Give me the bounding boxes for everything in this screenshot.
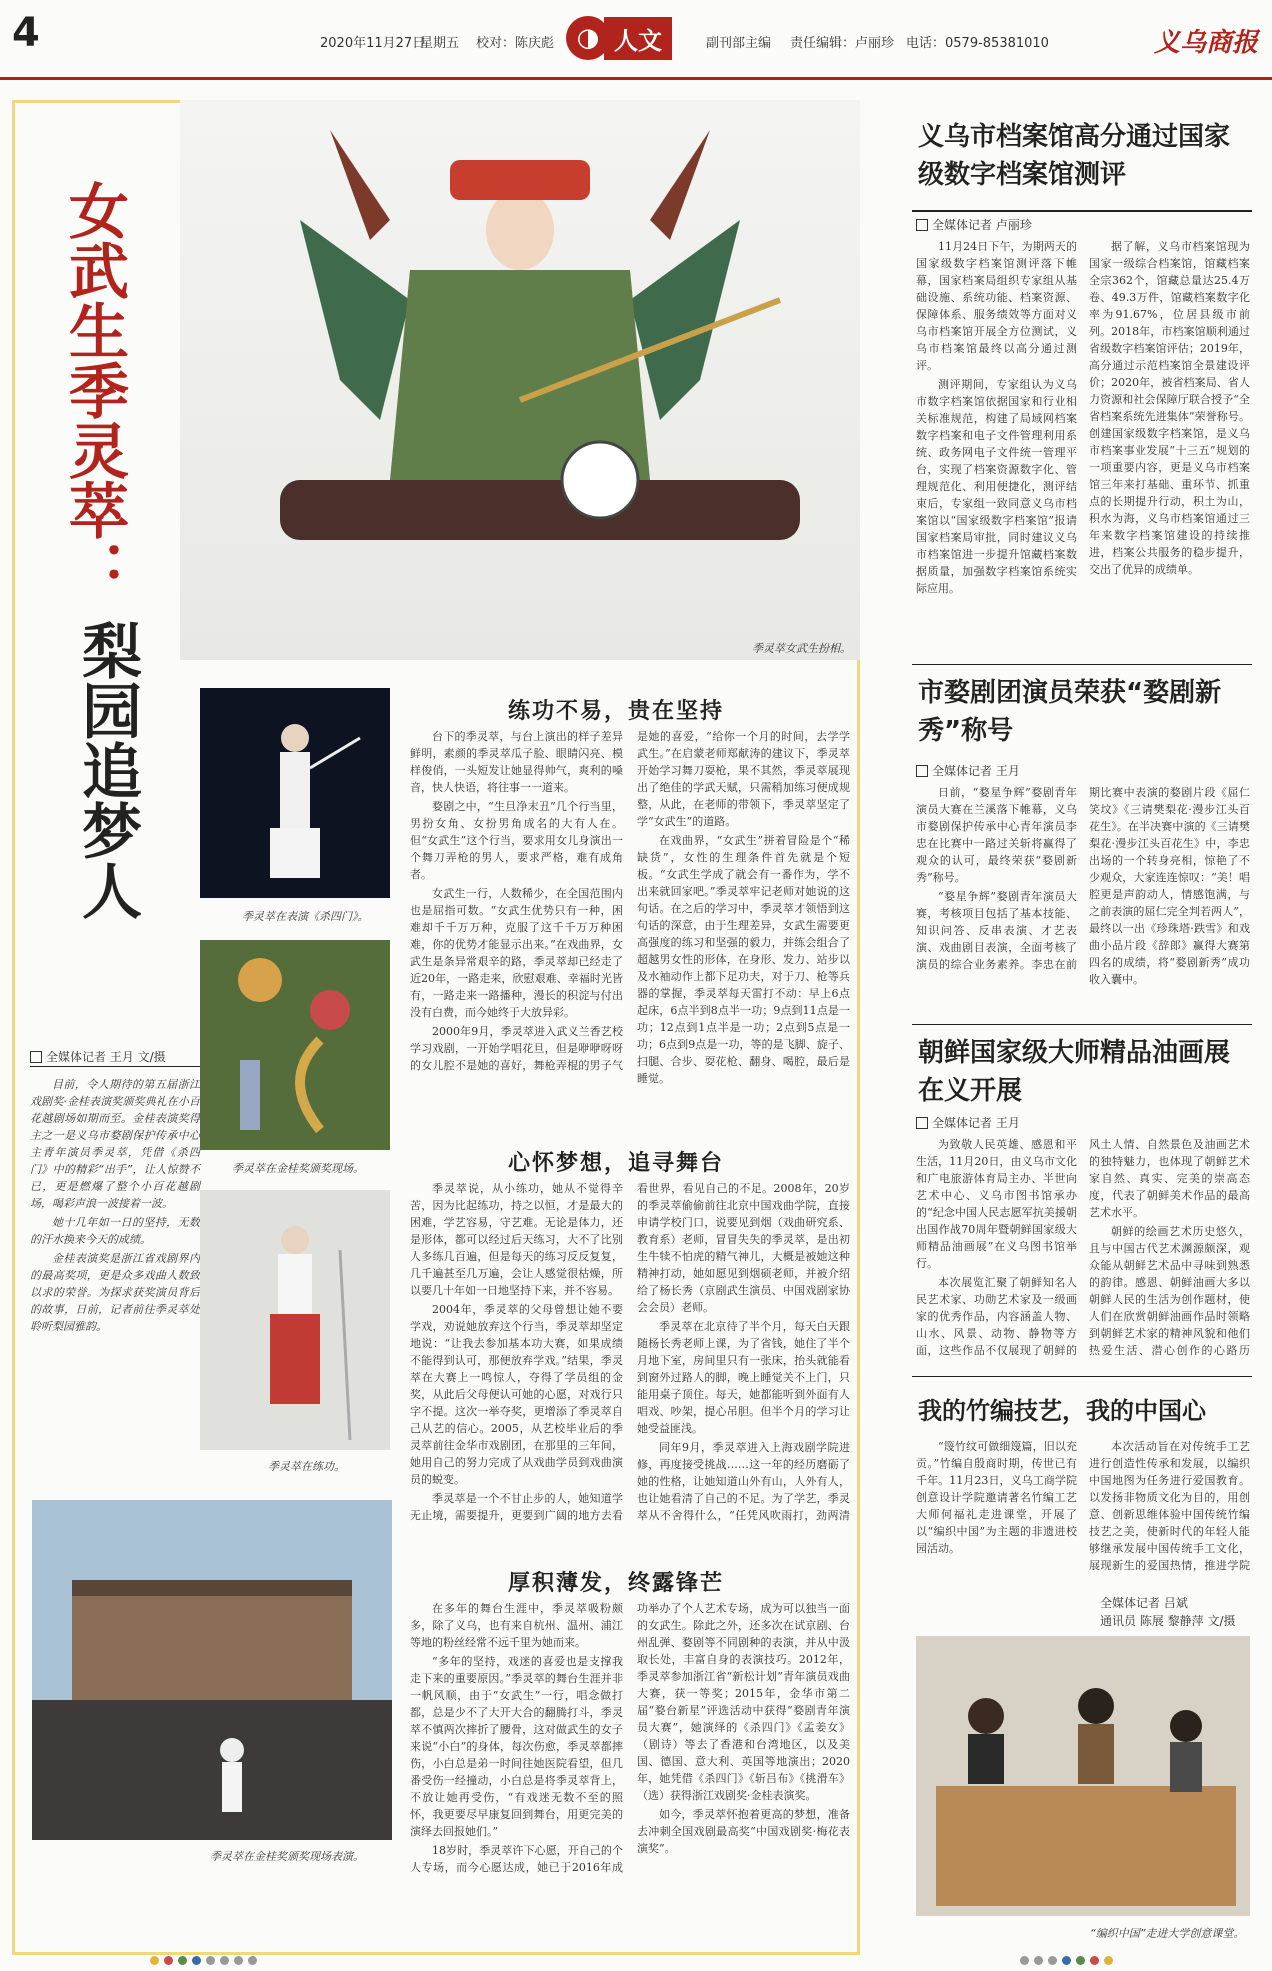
article3-byline: 全媒体记者 王月 [916, 1114, 1020, 1131]
article3-body: 为致敬人民英雄、感恩和平生活，11月20日，由义乌市文化和广电旅游体育局主办、半世向艺术中心、义乌市图书馆承办的“纪念中国人民志愿军抗美援朝出国作战70周年暨朝鲜国家级大师精品油画展”在义乌图书馆举行。 本次展览汇聚了朝鲜知名人民艺术家、功勋艺术家及一级画家的优秀作品，内容涵盖人物、山水、风景、动物、静物等方面，这些作品不仅展现了朝鲜的风土人情、自然景色及油画艺术的独特魅力，也体现了朝鲜艺术家自然、真实、完美的崇高态度，代表了朝鲜美术作品的最高艺术水平。 朝鲜的绘画艺术历史悠久，且与中国古代艺术渊源颇深，观众能从朝鲜艺术品中寻味到熟悉的韵律。感恩、朝鲜油画大多以朝鲜人民的生活为创作题材，使人们在欣赏朝鲜油画作品时领略到朝鲜艺术家的精神风貌和他们热爱生活、潜心创作的心路历 [916, 1138, 1250, 1357]
feature-intro: 目前，令人期待的第五届浙江戏剧奖·金桂表演奖颁奖典礼在小百花越剧场如期而至。金桂表演奖得主之一是义乌市婺剧保护传承中心主青年演员季灵萃，凭借《杀四门》中的精彩“出手”，让人惊赞不已，更是燃爆了整个小百花越剧场，喝彩声浪一波接着一波。 她十几年如一日的坚持，无数的汗水换来今天的成绩。 金桂表演奖是浙江省戏剧界内的最高奖项，更是众多戏曲人数致以求的荣誉。为探求获奖演员背后的故事，日前，记者前往季灵萃处聆听梨园雅韵。 [30, 1078, 200, 1333]
main-photo [180, 100, 860, 660]
feature-headline-bottom: 梨园追梦人 [72, 620, 142, 920]
photo-stage-caption: 季灵萃在表演《杀四门》。 [242, 910, 369, 923]
subhead-3: 厚积薄发，终露锋芒 [508, 1570, 725, 1596]
photo-practice-caption: 季灵萃在练功。 [268, 1460, 345, 1473]
bamboo-photo-caption: “编织中国”走进大学创意课堂。 [1090, 1927, 1245, 1940]
article4-body: “篾竹纹可做细篾篇，旧以充贡。”竹编自殷商时期，传世已有千年。11月23日，义乌工商学院创意设计学院邀请著名竹编工艺大师何福礼走进课堂，开展了以“编织中国”为主题的非遗进校园活动。 本次活动旨在对传统手工艺进行创造性传承和发展，以编织中国地图为任务进行爱国教育。以发扬非物质文化为目的，用创意、创新思维体验中国传统竹编技艺之美，使新时代的年轻人能够继承发展中国传统手工文化，展现新生的爱国热情，推进学院 [916, 1440, 1250, 1572]
weekday: 星期五 [420, 36, 460, 51]
subhead-2: 心怀梦想，追寻舞台 [508, 1150, 725, 1176]
article1-title: 义乌市档案馆高分通过国家级数字档案馆测评 [918, 122, 1231, 190]
proofreader: 校对：陈庆彪 [476, 36, 555, 51]
article4-credit-correspondent: 通讯员 陈展 黎静萍 文/摄 [1100, 1614, 1236, 1628]
photo-performance-caption: 季灵萃在金桂奖颁奖现场表演。 [210, 1850, 364, 1863]
subhead-1: 练功不易，贵在坚持 [508, 698, 725, 724]
page-number: 4 [12, 10, 40, 56]
article2-byline: 全媒体记者 王月 [916, 762, 1020, 779]
feature-headline-top: 女武生季灵萃： [59, 180, 129, 600]
section-label: 人文 [604, 17, 672, 60]
article2-title: 市婺剧团演员荣获“婺剧新秀”称号 [918, 678, 1222, 746]
feature-byline: 全媒体记者 王月 文/摄 [30, 1048, 166, 1065]
photo-practice [200, 1190, 390, 1450]
masthead [0, 0, 1272, 80]
footer-decoration-right [1020, 1956, 1113, 1965]
photo-award-caption: 季灵萃在金桂奖颁奖现场。 [232, 1162, 364, 1175]
sub3-body: 在多年的舞台生涯中，季灵萃吸粉颇多，除了义乌，也有来自杭州、温州、浦江等地的粉丝经常不远千里为她而来。 “多年的坚持，戏迷的喜爱也是支撑我走下来的重要原因。”季灵萃的舞台生涯并非一帆风顺，由于“女武生”一行，唱念做打都，总是少不了大开大合的翻腾打斗，季灵萃不慎两次摔折了腰骨，这对做武生的女子来说“小白”的身体，每次伤愈，季灵萃都摔伤，小白总是弟一时间往她医院看望，但几番受伤一经撞动，小白总是将季灵萃背上，不放让她再受伤，“有戏迷无数不至的照怀，我更要尽早康复回到舞台，用更完美的演绎去回报她们。” 18岁时，季灵萃许下心愿，开自己的个人专场，而今心愿达成，她已于2016年成功举办了个人艺术专场，成为可以独当一面的女武生。除此之外，还多次在试京剧、台州乱弹、婺剧等不同剧种的表演，并从中汲取长处，丰富自身的表演技巧。2012年，季灵萃参加浙江省“新松计划”青年演员戏曲大赛，获一等奖；2015年，金华市第二届“婺台新星”评选活动中获得“婺剧青年演员大赛”，她演绎的《杀四门》《孟姜女》（剧诗）等去了香港和台湾地区，以及美国、德国、意大利、英国等地演出；2020年，她凭借《杀四门》《斩吕布》《挑滑车》（选）获得浙江戏剧奖·金桂表演奖。 如今，季灵萃怀抱着更高的梦想，准备去冲刺全国戏剧最高奖“中国戏剧奖·梅花表演奖”。 [410, 1602, 850, 1874]
section-logo-icon: ◑ [566, 16, 610, 60]
newspaper-brand: 义乌商报 [1153, 28, 1258, 58]
section-badge [566, 16, 696, 60]
article4-title: 我的竹编技艺，我的中国心 [918, 1397, 1206, 1425]
article1-byline: 全媒体记者 卢丽珍 [916, 216, 1032, 233]
sub2-body: 季灵萃说，从小练功，她从不觉得辛苦，因为比起练功，持之以恒，才是最大的困难，学艺容易，守艺难。无论是体力，还是形体，都可以经过后天练习，大不了比别人多练几百遍，但是每天的练习反反复复，几千遍甚至几万遍，会让人感觉很枯燥，所以要几十年如一日地坚持下来，并不容易。 2004年，季灵萃的父母曾想让她不要学戏，劝说她放弃这个行当，季灵萃却坚定地说：“让我去参加基本功大赛，如果成绩不能得到认可，那便放弃学戏。”结果，季灵萃在大赛上一鸣惊人，夺得了学员组的金奖，从此后父母便认可她的心愿，对戏行只字不提。这次一举夺奖，更增添了季灵萃自己从艺的信心。2005，从艺校毕业后的季灵萃前往金华市戏剧团，在那里的三年间，她用自己的努力完成了从戏曲学员到戏曲演员的蜕变。 季灵萃是一个不甘止步的人，她知道学无止境，需要提升，更要到广阔的地方去看看世界，看见自己的不足。2008年，20岁的季灵萃偷偷前往北京中国戏曲学院，直接申请学校门口，说要见到烟（戏曲研究系、教育系）老师，冒冒失失的季灵萃，是出初生牛犊不怕虎的精气神儿，大概是被她这种精神打动，她如愿见到烟硕老师，并被介绍给了杨长秀（京剧武生演员、中国戏剧家协会会员）老师。 季灵萃在北京待了半个月，每天白天跟随杨长秀老师上课，为了省钱，她住了半个月地下室，房间里只有一张床，抬头就能看到窗外过路人的脚，晚上睡觉关不上门，只能用桌子顶住。每天，她都能听到外面有人唱戏、吵架，提心吊胆。但半个月的学习让她受益匪浅。 同年9月，季灵萃进入上海戏剧学院进修，再度接受挑战……这一年的经历磨砺了她的性格，让她知道山外有山，人外有人，也让她看清了自己的不足。为了学艺，季灵萃从不舍得什么，“任凭风吹雨打，劲两清 [410, 1182, 850, 1522]
responsible-editor: 责任编辑：卢丽珍 [790, 36, 895, 51]
photo-performance [32, 1500, 392, 1840]
main-photo-caption: 季灵萃女武生扮相。 [752, 642, 851, 655]
phone: 电话：0579-85381010 [906, 36, 1049, 51]
bamboo-class-photo [916, 1636, 1250, 1916]
issue-date: 2020年11月27日 [320, 36, 426, 51]
chief-editor: 副刊部主编 [706, 36, 772, 51]
footer-decoration-left [150, 1956, 257, 1965]
article4-credit-reporter: 全媒体记者 吕斌 [1100, 1596, 1188, 1610]
photo-award [200, 940, 390, 1150]
sub1-body: 台下的季灵萃，与台上演出的样子差异鲜明，素颜的季灵萃瓜子脸、眼睛闪亮、模样俊俏，一头短发让她显得帅气，爽利的嗓音，快人快语，将往事一一道来。 婺剧之中，“生旦净末丑”几个行当里，男扮女角、女扮男角成名的大有人在。但“女武生”这个行当，要求用女儿身演出一个舞刀弄枪的男人，要求严格，难有成角者。 女武生一行，人数稀少，在全国范围内也是屈指可数。“女武生优势只有一种，困难却千千万万种，克服了这千千万万种困难，你的优势才能显示出来。”在戏曲界，女武生是条异常艰辛的路，季灵萃却已经走了近20年，一路走来，欣慰艰难、幸福时光皆有，一路走来一路播种，漫长的积淀与付出没有白费，而今她终于大放异彩。 2000年9月，季灵萃进入武义兰香艺校学习戏剧，一开始学唱花旦，但是咿咿呀呀的女儿腔不是她的喜好，舞枪弄棍的男子气是她的喜爱，“给你一个月的时间，去学学武生。”在启蒙老师郑献涛的建议下，季灵萃开始学习舞刀耍枪，果不其然，季灵萃展现出了绝佳的学武天赋，只需稍加练习便成规整，从此，在老师的带领下，季灵萃坚定了学“女武生”的道路。 在戏曲界，“女武生”拼着冒险是个“稀缺货”，女性的生理条件首先就是个短板。“女武生学成了就会有一番作为，学不出来就回家吧。”季灵萃牢记老师对她说的这句话。在之后的学习中，季灵萃才领悟到这句话的深意，由于生理差异，女武生需要更高强度的练习和坚强的毅力，并练会组合了超越男女性的形体，在身形、发力、站步以及水袖动作上都下足功夫，对于刀、枪等兵器的掌握，季灵萃每天雷打不动：早上6点起床，6点半到8点半一功；9点到11点是一功；12点到1点半是一功；2点到5点是一功；6点到9点是一功，等的是飞脚、旋子、扫腿、合步、耍花枪、翻身、喝腔，最后是睡觉。 [410, 730, 850, 1085]
photo-stage [200, 688, 390, 898]
article2-body: 日前，“婺星争辉”婺剧青年演员大赛在兰溪落下帷幕，义乌市婺剧保护传承中心青年演员李忠在比赛中一路过关斩将赢得了观众的认可，最终荣获“婺剧新秀”称号。 “婺星争辉”婺剧青年演员大赛，考核项目包括了基本技能、知识问答、反串表演、才艺表演、戏曲剧目表演，全面考核了演员的综合业务素养。李忠在前期比赛中表演的婺剧片段《屈仁笑坟》《三请樊梨花·漫步江头百花生》。在半决赛中演的《三请樊梨花·漫步江头百花生》中，李忠出场的一个转身亮相，惊艳了不少观众，大家连连惊叹：“美！唱腔更是声韵动人，情感饱满，与之前表演的屈仁完全判若两人”，最终以一出《珍珠塔·跌雪》和戏曲小品片段《辞郎》赢得大赛第四名的成绩，将“婺剧新秀”成功收入囊中。 [916, 786, 1250, 986]
article1-body: 11月24日下午，为期两天的国家级数字档案馆测评落下帷幕，国家档案局组织专家组从基础设施、系统功能、档案资源、保障体系、服务绩效等方面对义乌市档案馆开展全方位测试，义乌市档案馆最终以高分通过测评。 测评期间，专家组认为义乌市数字档案馆依据国家和行业相关标准规范，构建了局域网档案数字档案和电子文件管理利用系统、政务网电子文件统一管理平台，实现了档案资源数字化、管理规范化、利用便捷化，测评结束后，专家组一致同意义乌市档案馆以“国家级数字档案馆”报请国家档案局审批，同时建议义乌市档案馆进一步提升馆藏档案数据质量，加强数字档案馆系统实际应用。 据了解，义乌市档案馆现为国家一级综合档案馆，馆藏档案全宗362个，馆藏总量达25.4万卷、49.3万件，馆藏档案数字化率为91.67%，位居县级市前列。2018年，市档案馆顺利通过省级数字档案馆评估；2019年，高分通过示范档案馆全景建设评价；2020年，被省档案局、省人力资源和社会保障厅联合授予“全省档案系统先进集体”荣誉称号。创建国家级数字档案馆，是义乌市档案事业发展“十三五”规划的一项重要内容，更是义乌市档案馆三年来打基础、重环节、抓重点的长期提升行动，积土为山，积水为海，义乌市档案馆通过三年来数字档案馆建设的持续推进，档案公共服务的稳步提升，交出了优异的成绩单。 [916, 240, 1250, 595]
article3-title: 朝鲜国家级大师精品油画展在义开展 [918, 1038, 1231, 1106]
